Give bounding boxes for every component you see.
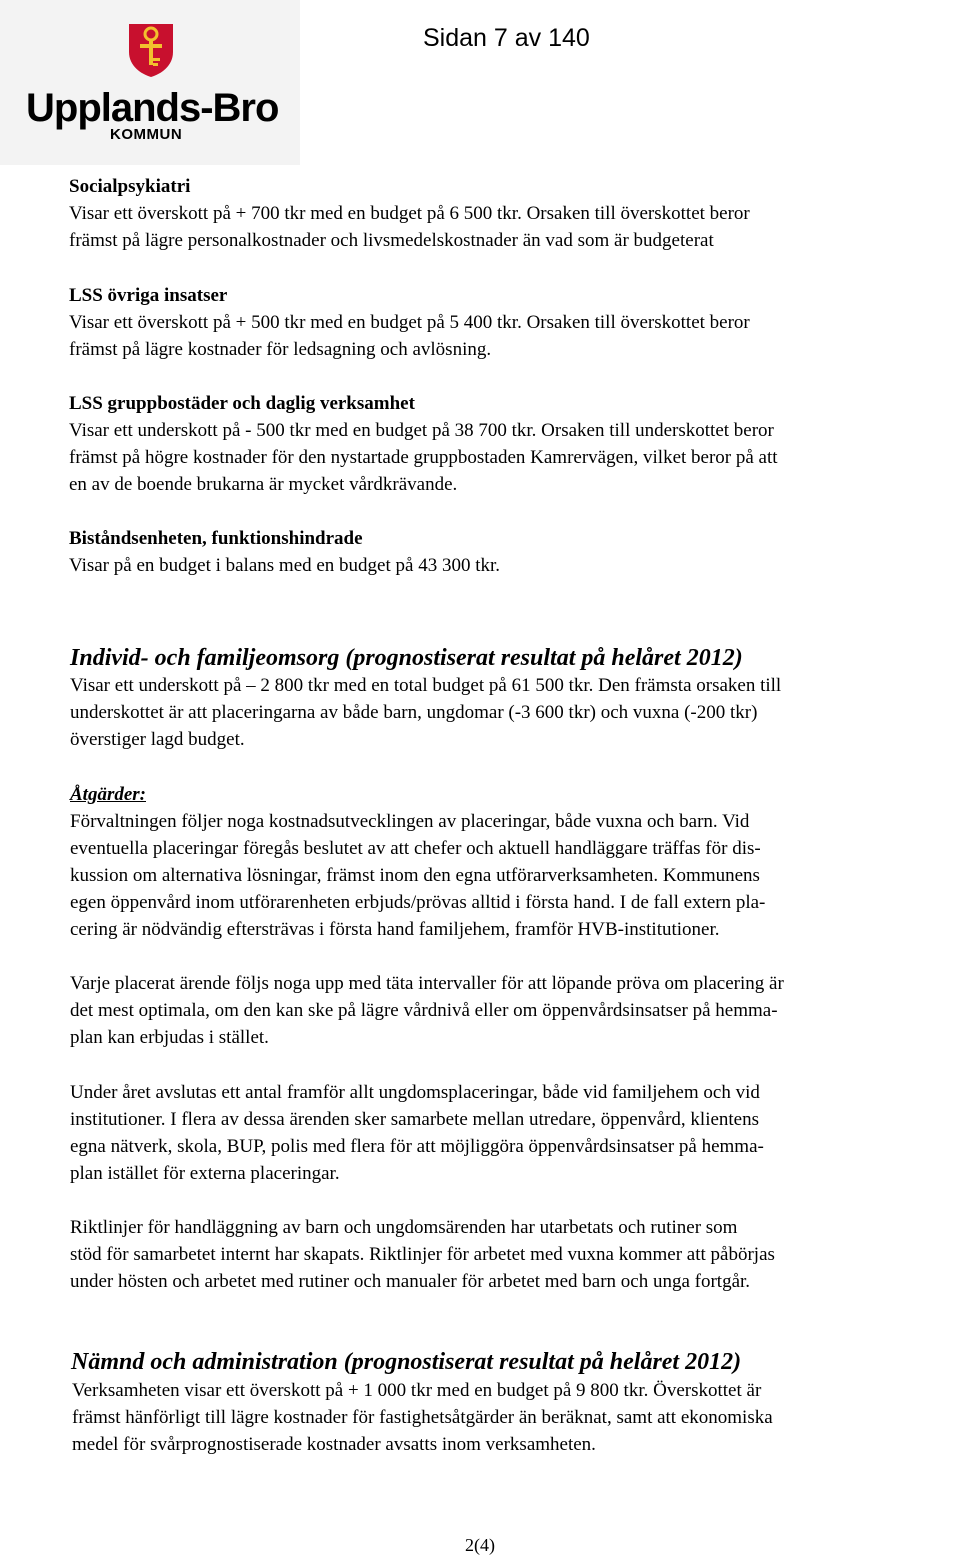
body-line: överstiger lagd budget. <box>70 729 245 750</box>
body-line: cering är nödvändig eftersträvas i första hand familjehem, framför HVB-institutioner. <box>70 919 720 940</box>
body-line: Visar på en budget i balans med en budget på 43 300 tkr. <box>69 555 501 576</box>
body-line: under hösten och arbetet med rutiner och manualer för arbetet med barn och unga fortgår. <box>70 1271 751 1292</box>
page-indicator: Sidan 7 av 140 <box>423 24 590 52</box>
ifo-paragraph-3 <box>70 1079 940 1187</box>
page-number: 2(4) <box>465 1535 495 1555</box>
body-line: plan istället för externa placeringar. <box>70 1163 340 1184</box>
body-line: egen öppenvård inom utförarenheten erbjuds/prövas alltid i första hand. I de fall extern pla- <box>70 892 766 913</box>
logo-wordmark: Upplands-Bro <box>26 86 279 130</box>
body-line: Visar ett överskott på + 500 tkr med en budget på 5 400 tkr. Orsaken till överskottet beror <box>69 312 750 333</box>
ifo-title: Individ- och familjeomsorg (prognostiserat resultat på helåret 2012) <box>70 645 743 671</box>
body-line: det mest optimala, om den kan ske på lägre vårdnivå eller om öppenvårdsinsatser på hemma- <box>70 1000 778 1021</box>
section-heading: Biståndsenheten, funktionshindrade <box>69 528 363 549</box>
body-line: en av de boende brukarna är mycket vårdkrävande. <box>69 474 458 495</box>
body-line: eventuella placeringar föregås beslutet av att chefer och aktuell handläggare träffas för dis- <box>70 838 761 859</box>
atgarder-heading: Åtgärder: <box>70 784 146 805</box>
body-line: kussion om alternativa lösningar, främst inom den egna utförarverksamheten. Kommunens <box>70 865 760 886</box>
body-line: stöd för samarbetet internt har skapats. Riktlinjer för arbetet med vuxna kommer att påbörjas <box>70 1244 775 1265</box>
ifo-paragraph-4 <box>70 1214 940 1295</box>
body-line: Under året avslutas ett antal framför allt ungdomsplaceringar, både vid familjehem och vid <box>70 1082 760 1103</box>
body-line: främst på lägre kostnader för ledsagning och avlösning. <box>69 339 492 360</box>
section-socialpsykiatri <box>69 173 939 254</box>
body-line: Visar ett överskott på + 700 tkr med en budget på 6 500 tkr. Orsaken till överskottet beror <box>69 203 750 224</box>
body-line: främst hänförligt till lägre kostnader för fastighetsåtgärder än beräknat, samt att ekonomiska <box>72 1407 773 1428</box>
ifo-paragraph-1 <box>70 808 940 943</box>
body-line: Riktlinjer för handläggning av barn och ungdomsärenden har utarbetats och rutiner som <box>70 1217 738 1238</box>
section-heading: Socialpsykiatri <box>69 176 191 197</box>
logo-subtitle: KOMMUN <box>110 126 183 143</box>
body-line: främst på högre kostnader för den nystartade gruppbostaden Kamrervägen, vilket beror på att <box>69 447 778 468</box>
admin-body <box>72 1377 942 1458</box>
admin-title: Nämnd och administration (prognostiserat resultat på helåret 2012) <box>71 1349 742 1375</box>
body-line: medel för svårprognostiserade kostnader avsatts inom verksamheten. <box>72 1434 596 1455</box>
body-line: Verksamheten visar ett överskott på + 1 000 tkr med en budget på 9 800 tkr. Överskottet är <box>72 1380 762 1401</box>
body-line: Varje placerat ärende följs noga upp med täta intervaller för att löpande pröva om placering är <box>70 973 784 994</box>
ifo-paragraph-2 <box>70 970 940 1051</box>
ifo-intro <box>70 672 940 753</box>
section-bistandsenheten <box>69 525 939 579</box>
section-heading: LSS övriga insatser <box>69 285 228 306</box>
body-line: Visar ett underskott på - 500 tkr med en budget på 38 700 tkr. Orsaken till underskottet beror <box>69 420 774 441</box>
section-lss-ovriga <box>69 282 939 363</box>
crest-icon <box>127 22 175 78</box>
municipality-logo <box>0 0 300 165</box>
body-line: underskottet är att placeringarna av både barn, ungdomar (-3 600 tkr) och vuxna (-200 tkr) <box>70 702 758 723</box>
section-lss-gruppbostader <box>69 390 939 498</box>
body-line: Visar ett underskott på – 2 800 tkr med en total budget på 61 500 tkr. Den främsta orsaken till <box>70 675 782 696</box>
body-line: plan kan erbjudas i stället. <box>70 1027 269 1048</box>
body-line: Förvaltningen följer noga kostnadsutvecklingen av placeringar, både vuxna och barn. Vid <box>70 811 750 832</box>
body-line: främst på lägre personalkostnader och livsmedelskostnader än vad som är budgeterat <box>69 230 714 251</box>
section-heading: LSS gruppbostäder och daglig verksamhet <box>69 393 415 414</box>
body-line: egna nätverk, skola, BUP, polis med flera för att möjliggöra öppenvårdsinsatser på hemma- <box>70 1136 764 1157</box>
body-line: institutioner. I flera av dessa ärenden sker samarbete mellan utredare, öppenvård, klientens <box>70 1109 760 1130</box>
